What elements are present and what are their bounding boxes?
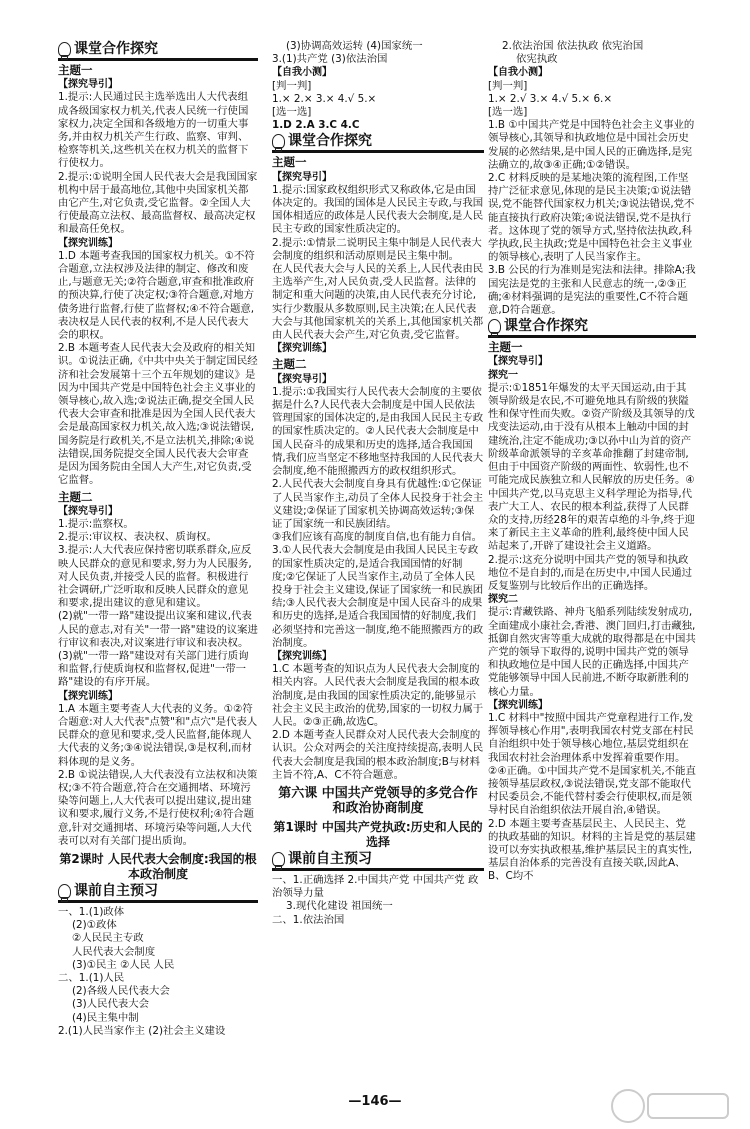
paragraph: 1.B ①中国共产党是中国特色社会主义事业的领导核心,其领导和执政地位是中国社会历史发展的必然结果,是中国人民的正确选择,是宪法确立的,故③④正确;①②错误。 <box>488 119 695 171</box>
paragraph: 2.D 本题考查人民群众对人民代表大会制度的认识。公众对两会的关注度持续提高,表明人民代表大会制度是我国的根本政治制度;B与材料主旨不符,A、C不符合题意。 <box>272 729 484 781</box>
lesson-subtitle: 第1课时 中国共产党执政:历史和人民的选择 <box>273 819 483 849</box>
paragraph: 1.C 本题考查的知识点为人民代表大会制度的相关内容。人民代表大会制度是我国的根本政治制度,是由我国的国家性质决定的,能够显示社会主义民主政治的优势,国家的一切权力属于人民。②③正确,故选C。 <box>272 663 484 728</box>
tag-label: 【探究训练】 <box>272 343 332 355</box>
answer-line: 二、1.依法治国 <box>272 913 345 926</box>
lesson-title: 第2课时 人民代表大会制度:我国的根本政治制度 <box>59 851 257 881</box>
answer-line: 二、1.(1)人民 <box>58 972 125 984</box>
lightbulb-icon <box>272 852 285 867</box>
paragraph: 在人民代表大会与人民的关系上,人民代表由民主选举产生,对人民负责,受人民监督。法律的制定和重大问题的决策,由人民代表充分讨论,实行少数服从多数原则,民主决策;在人民代表大会与其他国家机关的关系上,其他国家机关都由人民代表大会产生,对它负责,受它监督。 <box>272 263 484 342</box>
section-heading: 课堂合作探究 <box>272 134 484 153</box>
paragraph: 提示:青藏铁路、神舟飞船系列陆续发射成功,全面建成小康社会,香港、澳门回归,打击藏独,抵御自然灾害等重大成就的取得都是在中国共产党的领导下取得的,说明中国共产党的领导和执政地位是中国人民的正确选择,中国共产党能够领导中国人民前进,不断夺取新胜利的核心力量。 <box>488 606 696 698</box>
column-left <box>58 40 258 1038</box>
theme-heading: 主题一 <box>488 340 523 355</box>
lightbulb-icon <box>58 42 71 57</box>
paragraph: 2.提示:①说明全国人民代表大会是我国国家机构中居于最高地位,其他中央国家机关都由它产生,对它负责,受它监督。②全国人大行使最高立法权、最高监督权、最高决定权和最高任免权。 <box>58 170 258 236</box>
paragraph: 2.提示:①情景二说明民主集中制是人民代表大会制度的组织和活动原则是民主集中制。 <box>272 236 482 262</box>
answer-line: 2.(1)人民当家作主 (2)社会主义建设 <box>58 1024 226 1037</box>
tag-label: 【探究导引】 <box>272 171 332 183</box>
answer-line: 一、1.(1)政体 <box>58 905 125 918</box>
tag-label: 【自我小测】 <box>272 67 332 79</box>
subheading: [选一选] <box>272 106 312 119</box>
answer-line: 1.D 2.A 3.C 4.C <box>272 119 360 132</box>
theme-heading: 主题二 <box>272 357 307 372</box>
tag-label: 【自我小测】 <box>488 67 548 79</box>
section-heading: 课前自主预习 <box>272 852 484 871</box>
answer-line: (3)①民主 ②人民 人民 <box>72 958 175 971</box>
answer-line: 2.依法治国 依法执政 依宪治国 <box>502 40 644 52</box>
section-heading: 课堂合作探究 <box>488 319 696 338</box>
subheading: [判一判] <box>272 79 312 92</box>
theme-heading: 主题一 <box>272 155 307 170</box>
answer-line: (2)①政体 <box>72 919 117 932</box>
answer-line: (4)民主集中制 <box>72 1011 139 1024</box>
paragraph: 1.提示:人民通过民主选举选出人大代表组成各级国家权力机关,代表人民统一行使国家权力,决定全国和各级地方的一切重大事务,并由权力机关产生行政、监察、审判、检察等机关,这些机关在权力机关的监督下行使权力。 <box>58 91 249 170</box>
column-middle <box>272 40 484 927</box>
tag-label: 【探究导引】 <box>58 79 118 91</box>
column-right <box>488 40 696 884</box>
tag-label: 【探究训练】 <box>272 650 332 662</box>
paragraph: (2)就"一带一路"建设提出议案和建议,代表人民的意志,对有关"一带一路"建设的议案进行审议和表决,对议案进行审议和表决权。 <box>58 610 258 649</box>
answer-line: 依宪执政 <box>516 53 558 66</box>
lightbulb-icon <box>272 134 285 149</box>
answer-line: (2)各级人民代表大会 <box>72 985 170 998</box>
page-number: —146— <box>348 1094 402 1109</box>
answer-line: 3.(1)共产党 (3)依法治国 <box>272 53 388 66</box>
paragraph: 2.B 本题考查人民代表大会及政府的相关知识。①说法正确,《中共中央关于制定国民经济和社会发展第十三个五年规划的建议》是因为中国共产党是中国特色社会主义事业的领导核心,故入选;②说法正确,提交全国人民代表大会审查和批准是因为全国人民代表大会是最高国家权力机关,故入选;③说法错误,国务院是行政机关,不是立法机关,排除;④说法错误,国务院提交全国人民代表大会审查是因为国务院由全国人大产生,对它负责,受它监督。 <box>58 342 258 487</box>
lightbulb-icon <box>58 884 71 899</box>
answer-line: (3)协调高效运转 (4)国家统一 <box>286 40 423 52</box>
paragraph: 提示:①1851年爆发的太平天国运动,由于其领导阶级是农民,不可避免地具有阶级的狭隘性和保守性而失败。②资产阶级及其领导的戊戌变法运动,由于没有从根本上触动中国的封建统治,注定不能成功;③以孙中山为首的资产阶级革命派领导的辛亥革命推翻了封建帝制,但由于中国资产阶级的两面性、软弱性,也不可能完成民族独立和人民解放的历史任务。④中国共产党,以马克思主义科学理论为指导,代表广大工人、农民的根本利益,获得了人民群众的支持,历经28年的艰苦卓绝的斗争,终于迎来了新民主主义革命的胜利,最终使中国人民站起来了,开辟了建设社会主义道路。 <box>488 381 695 553</box>
paragraph: 1.C 材料中"按照中国共产党章程进行工作,发挥领导核心作用",表明我国农村党支部在村民自治组织中处于领导核心地位,基层党组织在我国农村社会治理体系中发挥着重要作用。②④正确。①中国共产党不是国家机关,不能直接领导基层政权,③说法错误,党支部不能取代村民委员会,不能代替村委会行使职权,而是领导村民自治组织依法开展自治,④错误。 <box>488 711 696 817</box>
tag-label: 【探究导引】 <box>272 373 332 385</box>
paragraph: 2.提示:这充分说明中国共产党的领导和执政地位不是自封的,而是在历史中,中国人民通过反复鉴别与比较后作出的正确选择。 <box>488 553 693 592</box>
tag-label: 【探究训练】 <box>58 237 118 249</box>
paragraph: 2.D 本题主要考查基层民主、人民民主、党的执政基础的知识。材料的主旨是党的基层建设可以夯实执政根基,维护基层民主的真实性,基层自治体系的完善没有直接关联,因此A、B、C均不 <box>488 817 696 883</box>
paragraph: 3.①人民代表大会制度是由我国人民民主专政的国家性质决定的,是适合我国国情的好制度;②它保证了人民当家作主,动员了全体人民投身于社会主义建设,保证了国家统一和民族团结;③人民代表大会制度是中国人民奋斗的成果和历史的选择,是适合我国国情的好制度,我们必须坚持和完善这一制度,绝不能照搬西方的政治制度。 <box>272 544 484 649</box>
tag-label: 【探究导引】 <box>58 505 118 517</box>
answer-line: 一、1.正确选择 2.中国共产党 中国共产党 政治领导力量 <box>272 873 479 900</box>
paragraph: 1.提示:监察权。 <box>58 517 134 530</box>
paragraph: 3.B 公民的行为准则是宪法和法律。排除A;我国宪法是党的主张和人民意志的统一,②③正确;④材料强调的是宪法的重要性,C不符合题意,D符合题意。 <box>488 264 696 317</box>
section-heading: 课前自主预习 <box>58 884 258 903</box>
paragraph: (3)就"一带一路"建设对有关部门进行质询和监督,行使质询权和监督权,促进"一带一路"建设的有序开展。 <box>58 649 249 689</box>
lightbulb-icon <box>488 319 501 334</box>
answer-line: (3)人民代表大会 <box>72 998 150 1011</box>
answer-line: 3.现代化建设 祖国统一 <box>286 900 393 913</box>
theme-heading: 主题一 <box>58 63 93 77</box>
answer-line: 人民代表大会制度 <box>72 945 156 958</box>
paragraph: 3.提示:人大代表应保持密切联系群众,应反映人民群众的意见和要求,努力为人民服务,对人民负责,并接受人民的监督。积极进行社会调研,广泛听取和反映人民群众的意见和要求,提出建议的意见和建议。 <box>58 544 252 610</box>
answer-line: 1.× 2.√ 3.× 4.√ 5.× 6.× <box>488 92 613 105</box>
paragraph: 1.提示:①我国实行人民代表大会制度的主要依据是什么?人民代表大会制度是中国人民依法管理国家的国体决定的,是由我国人民民主专政的国家性质决定的。②人民代表大会制度是中国人民奋斗的成果和历史的选择,适合我国国情,我们应当坚定不移地坚持我国的人民代表大会制度,绝不能照搬西方的政权组织形式。 <box>272 385 484 478</box>
tag-label: 【探究训练】 <box>58 690 118 702</box>
paragraph: 1.提示:国家政权组织形式又称政体,它是由国体决定的。我国的国体是人民民主专政,与我国国体相适应的政体是人民代表大会制度,是人民民主专政的国家性质决定的。 <box>272 183 484 236</box>
subheading: [判一判] <box>488 79 528 92</box>
paragraph: 2.B ①说法错误,人大代表没有立法权和决策权;③不符合题意,符合在交通拥堵、环境污染等问题上,人大代表可以提出建议,提出建议和要求,履行义务,不是行使权利;④符合题意,针对交通拥堵、环境污染等问题,人大代表可以对有关部门提出质询。 <box>58 768 258 847</box>
tag-label: 【探究训练】 <box>488 699 548 711</box>
subheading: 探究一 <box>488 369 518 381</box>
answer-line: 1.× 2.× 3.× 4.√ 5.× <box>272 92 377 105</box>
watermark-logo <box>608 1086 738 1126</box>
paragraph: 1.D 本题考查我国的国家权力机关。①不符合题意,立法权涉及法律的制定、修改和废止,与题意无关;②符合题意,审查和批准政府的预决算,行使了决定权;③符合题意,对地方债务进行监督,行使了监督权;④不符合题意,表决权是人民代表的权利,不是人民代表大会的职权。 <box>58 249 255 342</box>
lesson-title: 第六课 中国共产党领导的多党合作和政治协商制度 <box>278 785 478 816</box>
paragraph: 1.A 本题主要考查人大代表的义务。①②符合题意:对人大代表"点赞"和"点穴"是代表人民群众的意见和要求,受人民监督,能体现人大代表的义务;③④说法错误,③是权利,而材料体现的是义务。 <box>58 702 258 768</box>
paragraph: 2.人民代表大会制度自身具有优越性:①它保证了人民当家作主,动员了全体人民投身于社会主义建设;②保证了国家机关协调高效运转;③保证了国家统一和民族团结。 <box>272 478 484 530</box>
paragraph: 2.提示:审议权、表决权、质询权。 <box>58 531 217 544</box>
paragraph: ③我们应该有高度的制度自信,也有能力自信。 <box>272 531 483 544</box>
paragraph: 2.C 材料反映的是某地决策的流程图,工作坚持广泛征求意见,体现的是民主决策;①说法错误,党不能替代国家权力机关;③说法错误,党不能直接执行政府决策;④说法错误,党不是执行者。这体现了党的领导方式,坚持依法执政,科学执政,民主执政;党是中国特色社会主义事业的领导核心,表明了人民当家作主。 <box>488 172 695 264</box>
theme-heading: 主题二 <box>58 489 93 504</box>
tag-label: 【探究导引】 <box>488 356 548 368</box>
subheading: 探究二 <box>488 594 518 606</box>
section-heading: 课堂合作探究 <box>58 42 258 61</box>
subheading: [选一选] <box>488 106 528 119</box>
answer-line: ②人民民主专政 <box>72 932 144 945</box>
